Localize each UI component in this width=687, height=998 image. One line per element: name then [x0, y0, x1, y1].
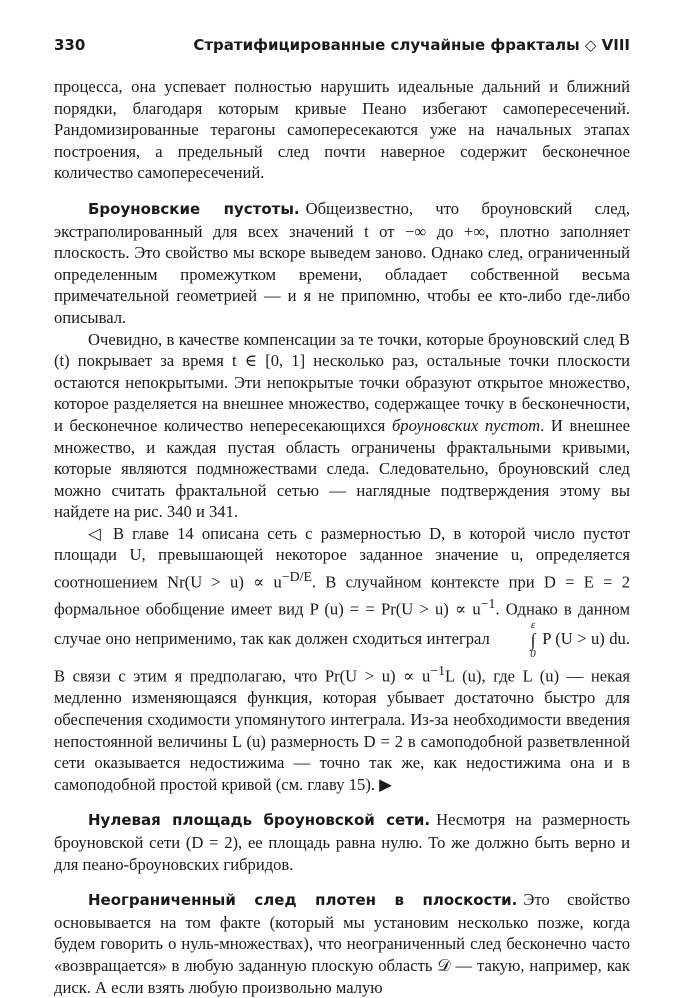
page-number: 330	[54, 36, 86, 54]
paragraph-remark: ◁ В главе 14 описана сеть с размерностью D, в которой число пустот площади U, превышающей некоторое заданное значение u, определяется соотношением $Nr(U > u) \propto u^{-D/E}$. В случайном контексте при D = E = 2 формальное обобщение имеет вид P (u) = = $Pr(U > u) \propto u^{-1}$. Однако в данном случае оно неприменимо, так как должен сходиться интеграл ε ∫ 0 P (U > u) du. В связи с этим я предполагаю, что $Pr(U > u) \propto u^{-1}L$ (u), где L (u) — некая медленно изменяющаяся функция, которая убывает достаточно быстро для обеспечения сходимости упомянутого интеграла. Из-за необходимости введения непостоянной величины L (u) размерность D = 2 в самоподобной разветвленной сети оказывается недостижима — точно так же, как недостижима она и в самоподобной простой кривой (см. главу 15). ▶	[54, 523, 630, 794]
integral-sign: ε ∫ 0	[530, 619, 536, 661]
paragraph-text: Общеизвестно, что броуновский след, экстраполированный для всех значений t от −∞ до +∞, плотно заполняет плоскость. Это свойство мы вскоре выведем заново. Однако след, ограниченный определенным промежутком времени, обладает собственной весьма примечательной геометрией — и я не припомню, чтобы ее кто-либо где-либо описывал.	[54, 198, 630, 327]
exponent: −1	[430, 663, 446, 679]
section-title: Броуновские пустоты.	[88, 199, 300, 218]
page-body	[54, 76, 630, 998]
section-title: Неограниченный след плотен в плоскости.	[88, 891, 518, 910]
paragraph-continuation: процесса, она успевает полностью нарушить идеальные дальний и ближний порядки, благодаря которым кривые Пеано избегают самопересечений. Рандомизированные терагоны самопересекаются уже на начальных этапах построения, а предельный след почти наверное содержит бесконечное количество самопересечений.	[54, 77, 630, 183]
paragraph-text: Несмотря на размерность броуновской сети (D = 2), ее площадь равна нулю. То же должно быть верно и для пеано-броуновских гибридов.	[54, 810, 630, 874]
exponent: −D/E	[281, 569, 312, 585]
exponent: −1	[480, 596, 496, 612]
paragraph-voids-detail: Очевидно, в качестве компенсации за те точки, которые броуновский след B (t) покрывает за время t ∈ [0, 1] несколько раз, остальные точки плоскости остаются непокрытыми. Эти непокрытые точки образуют открытое множество, которое разделяется на внешнее множество, содержащее точку в бесконечности, и бесконечное количество непересекающихся броуновских пустот. И внешнее множество, и каждая пустая область ограничены фрактальными кривыми, которые являются подмножествами следа. Следовательно, броуновский след можно считать фрактальной сетью — наглядные подтверждения этому вы найдете на рис. 340 и 341.	[54, 329, 631, 522]
running-title: Стратифицированные случайные фракталы ◇ VIII	[193, 36, 630, 54]
section-zero-area	[54, 809, 630, 875]
section-dense-trail	[54, 889, 630, 998]
section-title: Нулевая площадь броуновской сети.	[88, 811, 431, 830]
emphasis: броуновских пустот	[391, 415, 541, 435]
paragraph-text: Это свойство основывается на том факте (который мы установим несколько позже, когда будем говорить о нуль-множествах), что неограниченный след бесконечно часто «возвращается» в любую заданную плоскую область 𝒟 — такую, например, как диск. А если взять любую произвольно малую	[54, 890, 630, 997]
section-brownian-voids	[54, 198, 630, 329]
running-header	[54, 36, 630, 58]
